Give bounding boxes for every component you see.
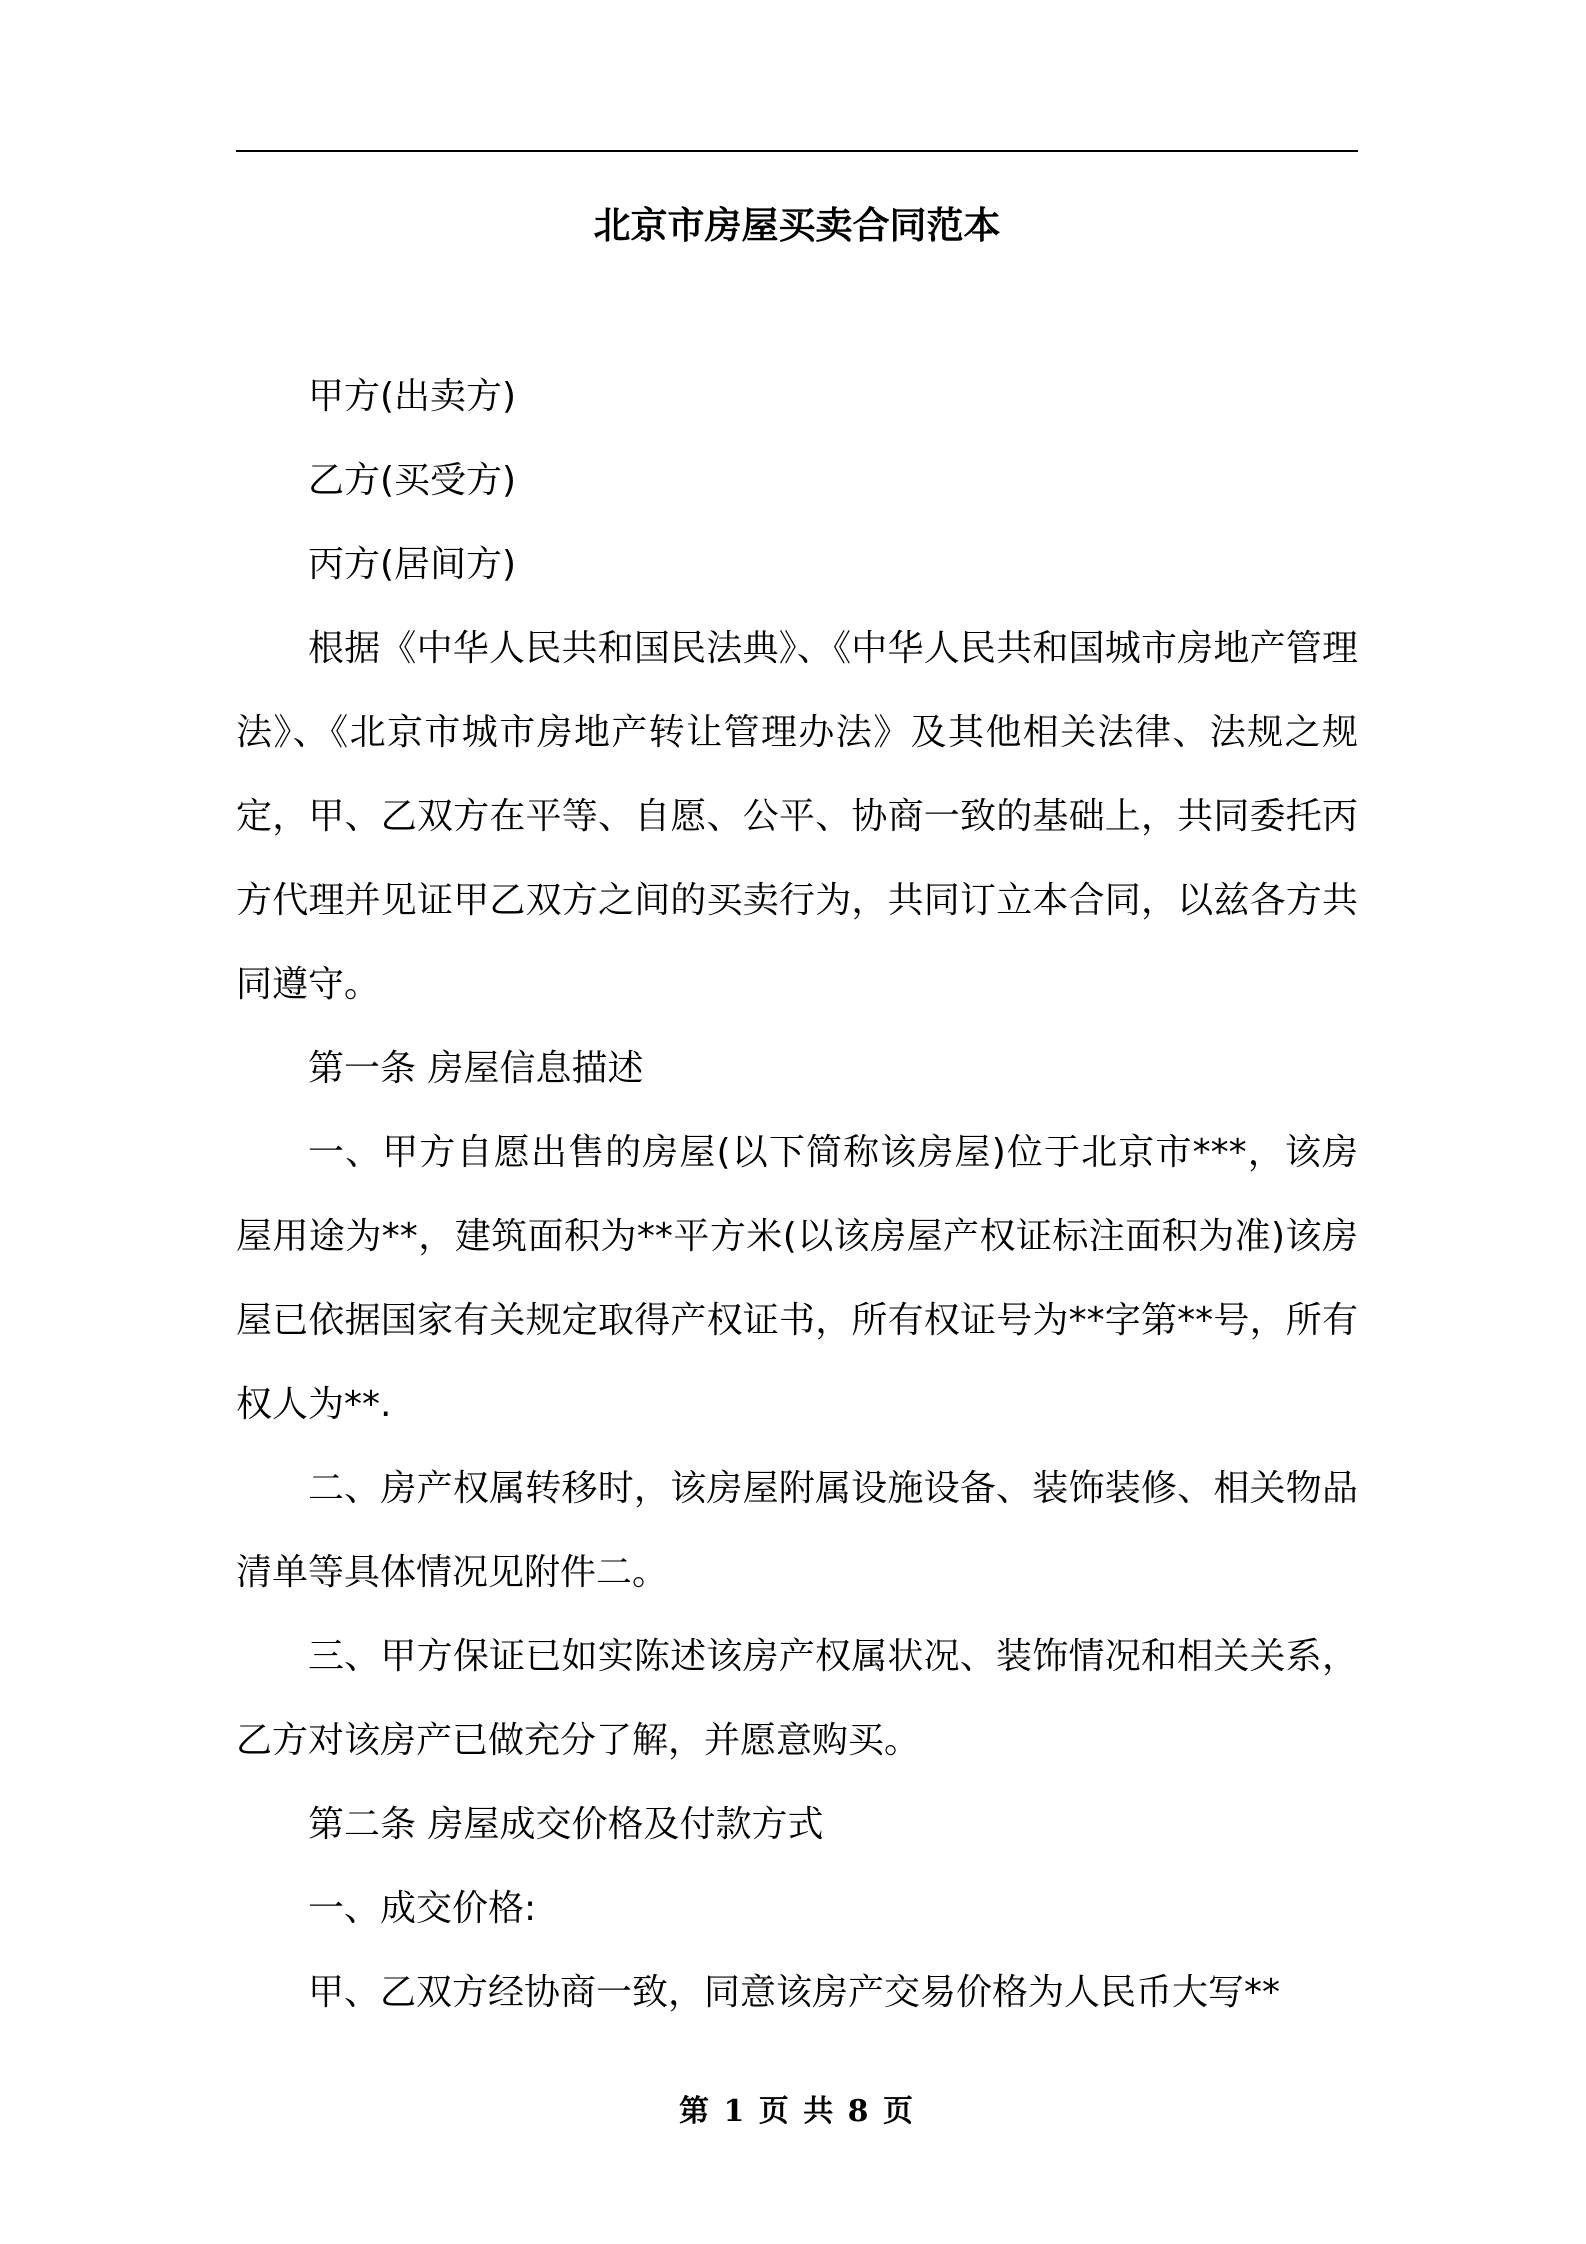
- party-b-line: 乙方(买受方): [308, 460, 517, 501]
- article-2-heading: 第二条 房屋成交价格及付款方式: [308, 1804, 824, 1845]
- article-1-heading: 第一条 房屋信息描述: [308, 1048, 644, 1089]
- party-a-line: 甲方(出卖方): [308, 376, 517, 417]
- article-1-clause-3: 三、甲方保证已如实陈述该房产权属状况、装饰情况和相关关系，乙方对该房产已做充分了解，并愿意购买。: [236, 1636, 1358, 1761]
- article-1-clause-2: 二、房产权属转移时，该房屋附属设施设备、装饰装修、相关物品清单等具体情况见附件二。: [236, 1468, 1358, 1593]
- party-c-line: 丙方(居间方): [308, 544, 517, 585]
- article-1-clause-1: 一、甲方自愿出售的房屋(以下简称该房屋)位于北京市***，该房屋用途为**，建筑面积为**平方米(以该房屋产权证标注面积为准)该房屋已依据国家有关规定取得产权证书，所有权证号为**字第**号，所有权人为**.: [236, 1132, 1358, 1425]
- article-2-clause-1-text: 甲、乙双方经协商一致，同意该房产交易价格为人民币大写**: [308, 1972, 1281, 2013]
- document-title: 北京市房屋买卖合同范本: [593, 204, 1001, 247]
- header-rule: [236, 150, 1358, 152]
- page-number: 第 1 页 共 8 页: [679, 2094, 915, 2129]
- preamble-paragraph: 根据《中华人民共和国民法典》、《中华人民共和国城市房地产管理法》、《北京市城市房地产转让管理办法》及其他相关法律、法规之规定，甲、乙双方在平等、自愿、公平、协商一致的基础上，共同委托丙方代理并见证甲乙双方之间的买卖行为，共同订立本合同，以兹各方共同遵守。: [236, 628, 1358, 1005]
- article-2-clause-1-heading: 一、成交价格:: [308, 1888, 537, 1929]
- document-body: [236, 355, 1358, 2035]
